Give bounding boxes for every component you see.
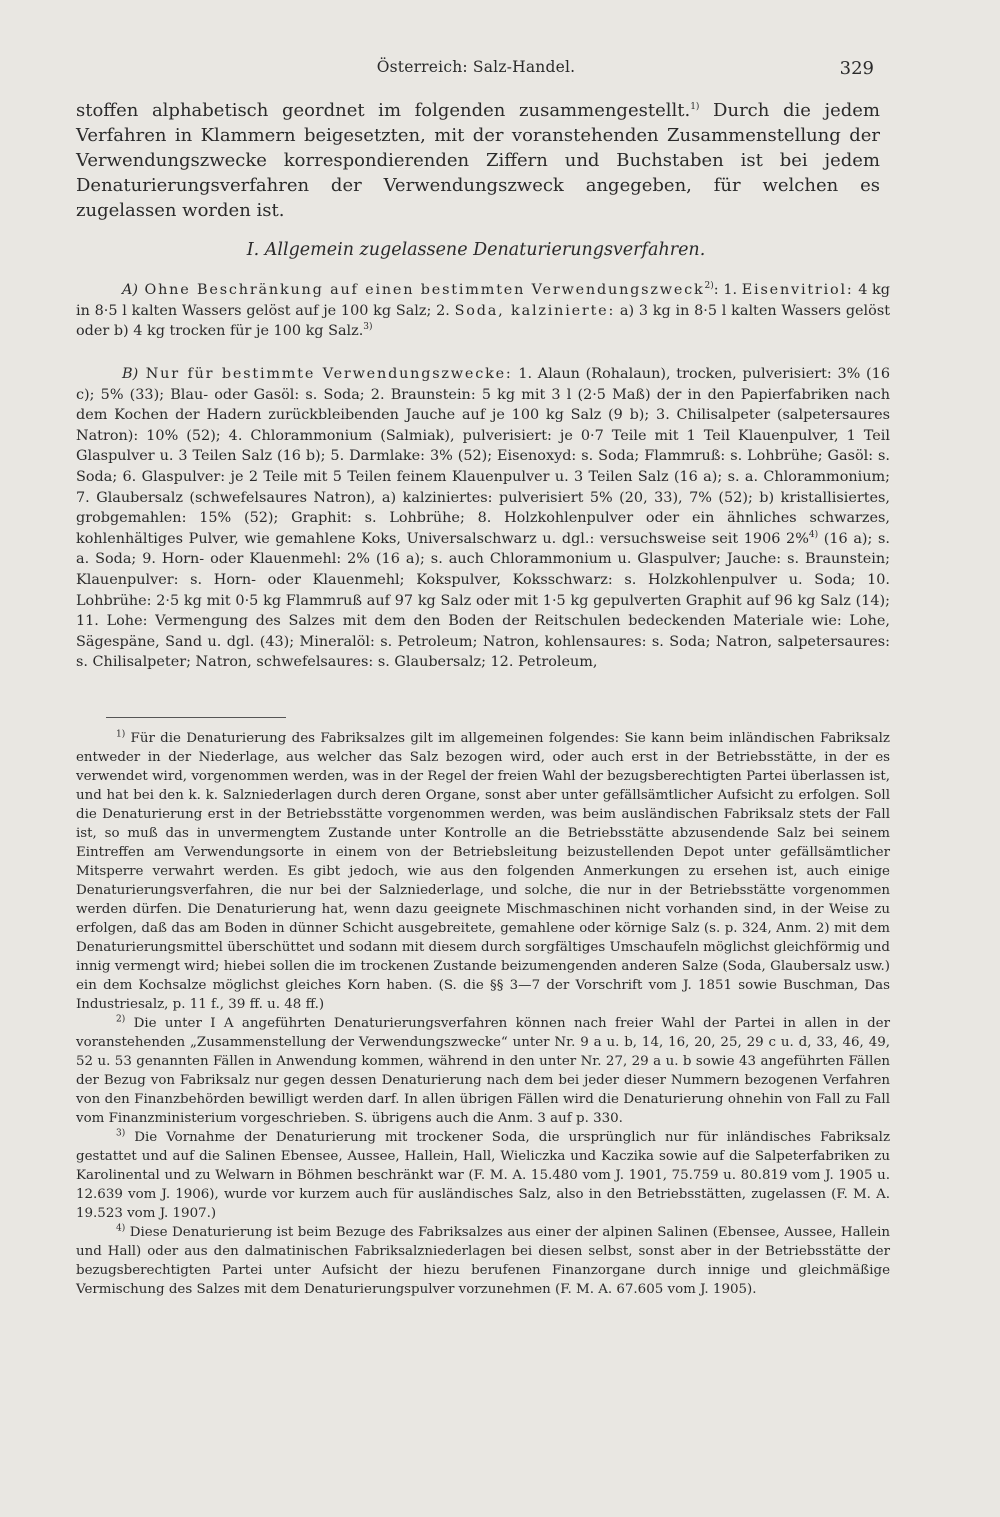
footnote-3	[76, 1128, 890, 1223]
paragraph-b-text-2: (16 a); s. a. Soda; 9. Horn- oder Klauenmehl: 2% (16 a); s. auch Chlorammonium u. Glaspulver; Jauche: s. Braunstein; Klauenpulver: s. Horn- oder Klauenmehl; Kokspulver, Koksschwarz: s. Holzkohlenpulver u. Soda; 10. Lohbrühe: 2·5 kg mit 0·5 kg Flammruß auf 97 kg Salz oder mit 1·5 kg gepulverten Graphit auf 96 kg Salz (14); 11. Lohe: Vermengung des Salzes mit dem den Boden der Reitschulen bedeckenden Materiale wie: Lohe, Sägespäne, Sand u. dgl. (43); Mineralöl: s. Petroleum; Natron, kohlensaures: s. Soda; Natron, salpetersaures: s. Chilisalpeter; Natron, schwefelsaures: s. Glaubersalz; 12. Petroleum,	[76, 530, 890, 671]
running-head	[78, 58, 874, 84]
paragraph-b	[76, 364, 890, 673]
paragraph-b-text	[76, 364, 890, 673]
footnote-marker: 4)	[116, 1223, 126, 1234]
footnote-ref-3[interactable]: 3)	[363, 322, 373, 333]
footnote-ref-2[interactable]: 2)	[704, 281, 714, 292]
section-heading: I. Allgemein zugelassene Denaturierungsverfahren.	[246, 240, 706, 260]
paragraph-a-marker: A)	[122, 282, 139, 298]
page-number: 329	[839, 58, 874, 79]
footnote-text: Die unter I A angeführten Denaturierungsverfahren können nach freier Wahl der Partei in allen in der voranstehenden „Zusammenstellung der Verwendungszwecke“ unter Nr. 9 a u. b, 14, 16, 20, 25, 29 c u. d, 33, 46, 49, 52 u. 53 genannten Fällen in Anwendung kommen, während in den unter Nr. 27, 29 a u. b sowie 43 angeführten Fällen der Bezug von Fabriksalz nur gegen dessen Denaturierung nach dem bei jeder dieser Nummern bezogenen Verfahren von den Finanzbehörden bewilligt werden darf. In allen übrigen Fällen wird die Denaturierung ohnehin von Fall zu Fall vom Finanzministerium vorgeschrieben. S. übrigens auch die Anm. 3 auf p. 330.	[76, 1016, 890, 1126]
footnote-text: Für die Denaturierung des Fabriksalzes gilt im allgemeinen folgendes: Sie kann beim inländischen Fabriksalz entweder in der Niederlage, aus welcher das Salz bezogen wird, oder auch erst in der Betriebsstätte, in der es verwendet wird, vorgenommen werden, was in der Regel der freien Wahl der bezugsberechtigten Partei überlassen ist, und hat bei den k. k. Salzniederlagen durch deren Organe, sonst aber unter gefällsämtlicher Aufsicht zu erfolgen. Soll die Denaturierung erst in der Betriebsstätte vorgenommen werden, was beim ausländischen Fabriksalz stets der Fall ist, so muß das in unvermengtem Zustande unter Kontrolle an die Betriebsstätte abzusendende Salz bei seinem Eintreffen am Verwendungsorte in einem von der Betriebsleitung beizustellenden Depot unter gefällsämtlicher Mitsperre verwahrt werden. Es gibt jedoch, wie aus den folgenden Anmerkungen zu ersehen ist, auch einige Denaturierungsverfahren, die nur bei der Salzniederlage, und solche, die nur in der Betriebsstätte vorgenommen werden dürfen. Die Denaturierung hat, wenn dazu geeignete Mischmaschinen nicht vorhanden sind, in der Weise zu erfolgen, daß das am Boden in dünner Schicht ausgebreitete, gemahlene oder körnige Salz (s. p. 324, Anm. 2) mit dem Denaturierungsmittel überschüttet und sodann mit diesem durch sorgfältiges Umschaufeln möglichst gleichförmig und innig vermengt wird; hiebei sollen die im trockenen Zustande beizumengenden anderen Salze (Soda, Glaubersalz usw.) ein dem Kochsalze möglichst gleiches Korn haben. (S. die §§ 3—7 der Vorschrift vom J. 1851 sowie Buschman, Das Industriesalz, p. 11 f., 39 ff. u. 48 ff.)	[76, 731, 890, 1012]
footnote-marker: 3)	[116, 1128, 126, 1139]
footnote-text: Die Vornahme der Denaturierung mit trockener Soda, die ursprünglich nur für inländisches Fabriksalz gestattet und auf die Salinen Ebensee, Aussee, Hallein, Hall, Wieliczka und Kaczika sowie auf die Salpeterfabriken zu Karolinental und zu Welwarn in Böhmen beschränkt war (F. M. A. 15.480 vom J. 1901, 75.759 u. 80.819 vom J. 1905 u. 12.639 vom J. 1906), wurde vor kurzem auch für ausländisches Salz, also in den Betriebsstätten, zugelassen (F. M. A. 19.523 vom J. 1907.)	[76, 1130, 890, 1221]
footnote-2	[76, 1014, 890, 1128]
paragraph-a-text-3: a) 3 kg in 8·5 l kalten Wassers gelöst oder b) 4 kg trocken für je 100 kg Salz.	[76, 302, 890, 340]
footnote-1	[76, 729, 890, 1014]
footnotes	[76, 729, 890, 1299]
footnote-ref-1[interactable]: 1)	[690, 102, 700, 112]
footnote-4	[76, 1223, 890, 1299]
paragraph-a-text-2: 4 kg in 8·5 l kalten Wassers gelöst auf je 100 kg Salz; 2.	[76, 282, 890, 319]
footnote-divider	[106, 717, 286, 718]
footnote-ref-4[interactable]: 4)	[808, 529, 819, 540]
footnote-marker: 1)	[116, 729, 126, 740]
intro-paragraph	[76, 98, 880, 223]
paragraph-a-lead: Ohne Beschränkung auf einen bestimmten Verwendungszweck	[138, 282, 705, 298]
item-soda: Soda, kalzinierte:	[454, 302, 616, 319]
paragraph-a-text	[76, 280, 890, 342]
paragraph-b-text-1: 1. Alaun (Rohalaun), trocken, pulverisiert: 3% (16 c); 5% (33); Blau- oder Gasöl: s. Soda; 2. Braunstein: 5 kg mit 3 l (2·5 Maß) der in den Papierfabriken nach dem Kochen der Hadern zurückbleibenden Jauche auf je 100 kg Salz (9 b); 3. Chilisalpeter (salpetersaures Natron): 10% (52); 4. Chlorammonium (Salmiak), pulverisiert: je 0·7 Teile mit 1 Teil Klauenpulver, 1 Teil Glaspulver u. 3 Teilen Salz (16 b); 5. Darmlake: 3% (52); Eisenoxyd: s. Soda; Flammruß: s. Lohbrühe; Gasöl: s. Soda; 6. Glaspulver: je 2 Teile mit 5 Teilen feinem Klauenpulver u. 3 Teilen Salz (16 a); s. a. Chlorammonium; 7. Glaubersalz (schwefelsaures Natron), a) kalziniertes: pulverisiert 5% (20, 33), 7% (52); b) kristallisiertes, grobgemahlen: 15% (52); Graphit: s. Lohbrühe; 8. Holzkohlenpulver oder ein ähnliches schwarzes, kohlenhältiges Pulver, wie gemahlene Koks, Universalschwarz u. dgl.: versuchsweise seit 1906 2%	[76, 366, 890, 547]
paragraph-a	[76, 280, 890, 342]
footnote-text: Diese Denaturierung ist beim Bezuge des Fabriksalzes aus einer der alpinen Salinen (Ebensee, Aussee, Hallein und Hall) oder aus den dalmatinischen Fabriksalzniederlagen bei diesen selbst, sonst aber in der Betriebsstätte der bezugsberechtigten Partei unter Aufsicht der hiezu berufenen Finanzorgane durch innige und gleichmäßige Vermischung des Salzes mit dem Denaturierungspulver vorzunehmen (F. M. A. 67.605 vom J. 1905).	[76, 1225, 890, 1297]
paragraph-b-marker: B)	[122, 366, 139, 382]
item-eisenvitriol: Eisenvitriol:	[741, 282, 854, 298]
intro-text-start: stoffen alphabetisch geordnet im folgenden zusammengestellt.	[76, 100, 691, 121]
paragraph-b-lead: Nur für bestimmte Verwendungszwecke:	[138, 366, 513, 382]
intro-text-rest: Durch die jedem Verfahren in Klammern beigesetzten, mit der voranstehenden Zusammenstellung der Verwendungszwecke korrespondierenden Ziffern und Buchstaben ist bei jedem Denaturierungsverfahren der Verwendungszweck angegeben, für welchen es zugelassen worden ist.	[76, 100, 880, 221]
paragraph-a-text-1: : 1.	[713, 282, 742, 298]
footnote-marker: 2)	[116, 1014, 126, 1025]
running-title: Österreich: Salz-Handel.	[376, 58, 576, 76]
